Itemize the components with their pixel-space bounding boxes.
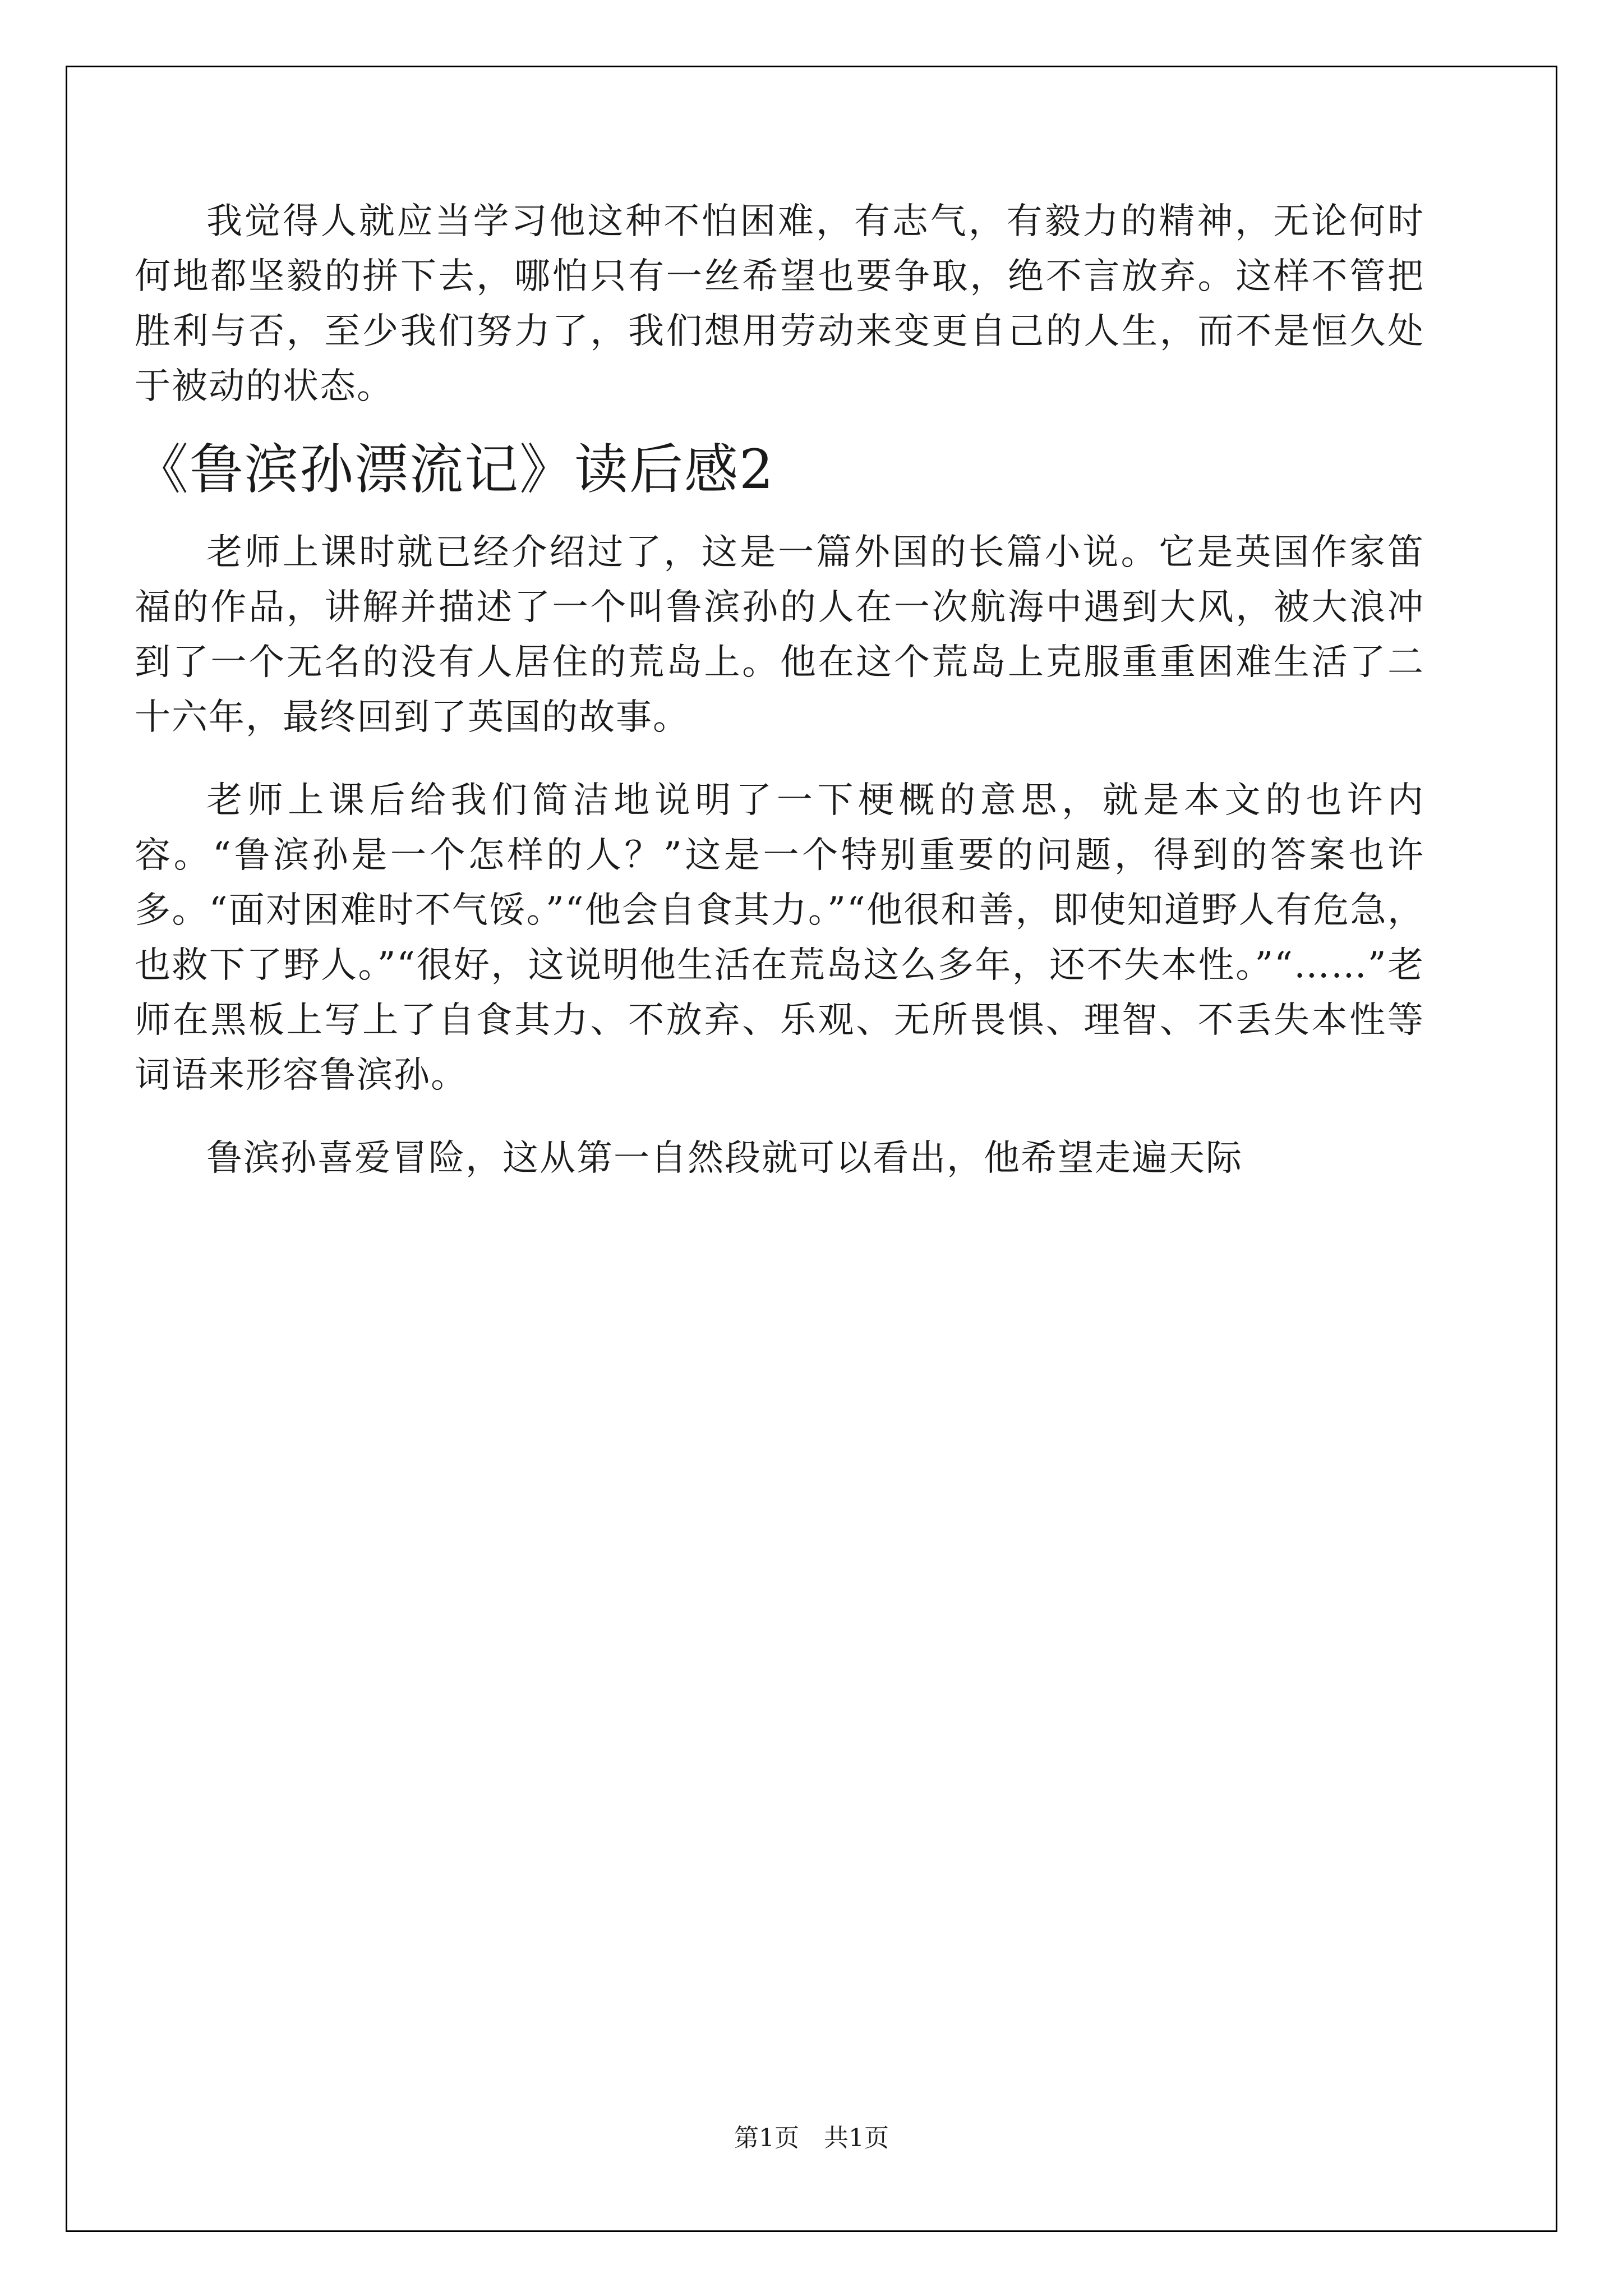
paragraph-4: 鲁滨孙喜爱冒险，这从第一自然段就可以看出，他希望走遍天际 (206, 1138, 1243, 1179)
page-footer (0, 2118, 1623, 2154)
paragraph-3: 老师上课后给我们简洁地说明了一下梗概的意思，就是本文的也许内容。“鲁滨孙是一个怎样的人？”这是一个特别重要的问题，得到的答案也许多。“面对困难时不气馁。”“他会自食其力。”“他很和善，即使知道野人有危急，也救下了野人。”“很好，这说明他生活在荒岛这么多年，还不失本性。”“……”老师在黑板上写上了自食其力、不放弃、乐观、无所畏惧、理智、不丢失本性等词语来形容鲁滨孙。 (135, 780, 1424, 1096)
section-heading: 《鲁滨孙漂流记》读后感2 (135, 438, 775, 501)
document-body (135, 101, 1424, 1186)
paragraph-2: 老师上课时就已经介绍过了，这是一篇外国的长篇小说。它是英国作家笛福的作品，讲解并描述了一个叫鲁滨孙的人在一次航海中遇到大风，被大浪冲到了一个无名的没有人居住的荒岛上。他在这个荒岛上克服重重困难生活了二十六年，最终回到了英国的故事。 (135, 532, 1424, 738)
page-number-current: 第1页 (734, 2124, 799, 2152)
paragraph-1: 我觉得人就应当学习他这种不怕困难，有志气，有毅力的精神，无论何时何地都坚毅的拼下去，哪怕只有一丝希望也要争取，绝不言放弃。这样不管把胜利与否，至少我们努力了，我们想用劳动来变更自己的人生，而不是恒久处于被动的状态。 (135, 201, 1424, 407)
page-number-total: 共1页 (824, 2124, 889, 2152)
